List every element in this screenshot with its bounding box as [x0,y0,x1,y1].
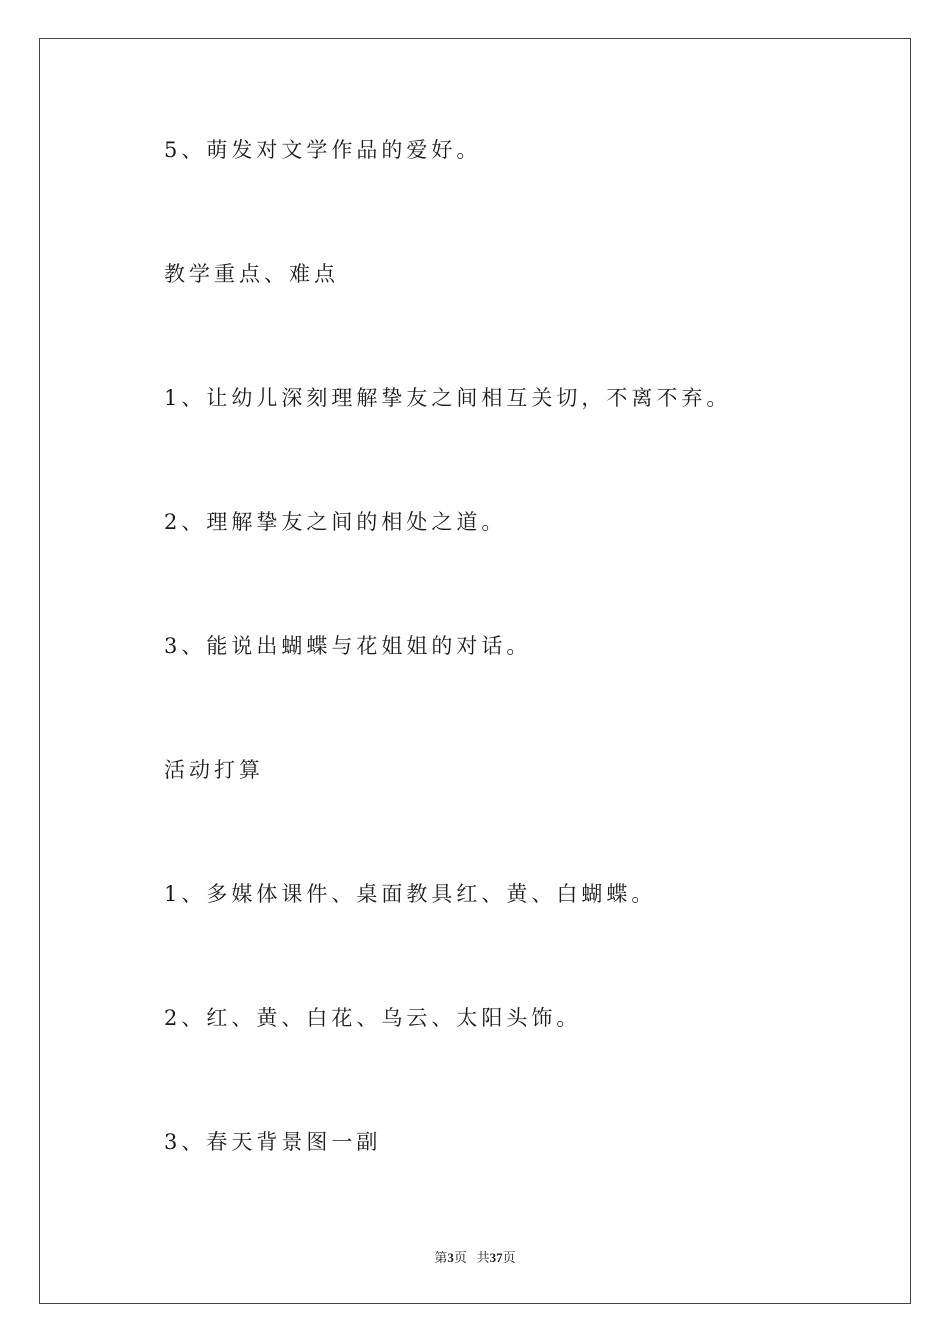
page-prefix: 第 [434,1250,448,1265]
key-point-3: 3、能说出蝴蝶与花姐姐的对话。 [164,634,532,658]
key-point-2: 2、理解挚友之间的相处之道。 [164,510,507,534]
objective-5: 5、萌发对文学作品的爱好。 [164,138,482,162]
total-prefix: 共 [476,1250,490,1265]
prep-item-2: 2、红、黄、白花、乌云、太阳头饰。 [164,1006,582,1030]
page-current: 3 [447,1250,454,1265]
page-total: 37 [489,1250,503,1265]
section-heading-activity-prep: 活动打算 [164,758,264,782]
section-heading-key-points: 教学重点、难点 [164,262,339,286]
prep-item-3: 3、春天背景图一副 [164,1130,382,1154]
prep-item-1: 1、多媒体课件、桌面教具红、黄、白蝴蝶。 [164,882,657,906]
page-suffix: 页 [453,1250,467,1265]
page-border [39,38,911,1304]
key-point-1: 1、让幼儿深刻理解挚友之间相互关切，不离不弃。 [164,386,732,410]
total-suffix: 页 [502,1250,516,1265]
page-number-footer [0,1247,950,1266]
